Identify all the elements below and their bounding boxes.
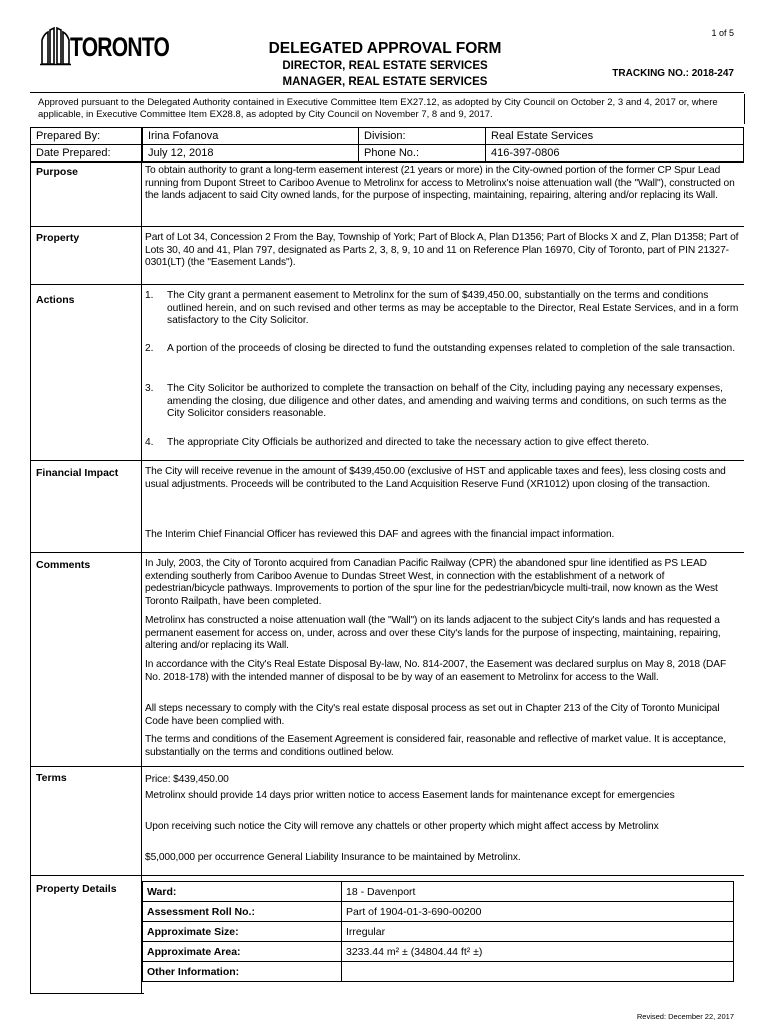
detail-key: Other Information:: [143, 962, 342, 982]
detail-value: 3233.44 m² ± (34804.44 ft² ±): [342, 942, 734, 962]
comments-label: Comments: [36, 559, 91, 571]
comments-paragraph: Metrolinx has constructed a noise attenuation wall (the "Wall") on its lands adjacent to the subject City's lands and has requested a permanent easement for access on, under, across and over these City's lands for the purpose of inspecting, maintaining, repairing, altering and/or replacing its Wall.: [145, 615, 721, 652]
detail-value: Part of 1904-01-3-690-00200: [342, 902, 734, 922]
terms-chattels: Upon receiving such notice the City will remove any chattels or other property which might affect access by Metrolinx: [145, 821, 659, 832]
action-number: 3.: [145, 383, 154, 394]
detail-key: Approximate Area:: [143, 942, 342, 962]
date-prepared-value: July 12, 2018: [143, 145, 359, 162]
detail-value: 18 - Davenport: [342, 882, 734, 902]
comments-paragraph: In accordance with the City's Real Estate Disposal By-law, No. 814-2007, the Easement was declared surplus on May 8, 2018 (DAF No. 2018-178) with the intended manner of disposal to be by way of an easement to Metrolinx for access to the Wall.: [145, 659, 727, 683]
purpose-rule: [30, 162, 744, 163]
terms-insurance: $5,000,000 per occurrence General Liability Insurance to be maintained by Metrolinx.: [145, 852, 521, 863]
detail-key: Assessment Roll No.:: [143, 902, 342, 922]
prepared-by-label: Prepared By:: [31, 128, 143, 145]
table-row: [143, 962, 734, 982]
top-rule: [30, 92, 744, 93]
division-value: Real Estate Services: [486, 128, 744, 145]
financial-review-text: The Interim Chief Financial Officer has reviewed this DAF and agrees with the financial impact information.: [145, 529, 615, 540]
action-number: 4.: [145, 437, 154, 448]
date-prepared-label: Date Prepared:: [31, 145, 143, 162]
financial-impact-label: Financial Impact: [36, 467, 119, 479]
logo-wordmark: TORONTO: [70, 32, 170, 62]
actions-label: Actions: [36, 294, 75, 306]
actions-rule: [30, 284, 744, 285]
authority-statement: Approved pursuant to the Delegated Authority contained in Executive Committee Item EX27.12, as adopted by City Council on October 2, 3 and 4, 2017 or, where applicable, in Executive Committee Item EX28.8, as adopted by City Council on November 7, 8 and 9, 2017.: [38, 97, 718, 120]
terms-rule: [30, 766, 744, 767]
financial-rule: [30, 460, 744, 461]
detail-key: Approximate Size:: [143, 922, 342, 942]
table-row: [143, 902, 734, 922]
detail-key: Ward:: [143, 882, 342, 902]
prepared-by-value: Irina Fofanova: [143, 128, 359, 145]
phone-value: 416-397-0806: [486, 145, 744, 162]
detail-value: [342, 962, 734, 982]
table-row: [143, 922, 734, 942]
comments-paragraph: In July, 2003, the City of Toronto acquired from Canadian Pacific Railway (CPR) the abandoned spur line identified as PS LEAD extending southerly from Cariboo Avenue to Dundas Street West, in connection with the establishment of a network of pedestrian/bicycle pathways. Improvements to portion of the spur line for the pedestrian/bicycle multi-trail, now known as the West Toronto Railpath, have been completed.: [145, 558, 718, 607]
phone-label: Phone No.:: [359, 145, 486, 162]
purpose-label: Purpose: [36, 166, 79, 178]
action-number: 1.: [145, 290, 154, 301]
financial-impact-text: The City will receive revenue in the amount of $439,450.00 (exclusive of HST and applicable taxes and fees), less closing costs and usual adjustments. Proceeds will be contributed to the Land Acquisition Reserve Fund (XR1012) upon closing of the transaction.: [145, 466, 726, 490]
action-text: A portion of the proceeds of closing be directed to fund the outstanding expenses related to completion of the sale transaction.: [167, 343, 736, 354]
purpose-text: To obtain authority to grant a long-term easement interest (21 years or more) in the City-owned portion of the former CP Spur Lead running from Dupont Street to Cariboo Avenue to Metrolinx for access to Metrolinx's noise attenuation wall (the "Wall"), constructed on the lands adjacent to said City owned lands, for the purpose of inspecting, maintaining, repairing, altering and/or replacing its Wall.: [145, 165, 735, 202]
comments-paragraph: The terms and conditions of the Easement Agreement is considered fair, reasonable and reflective of market value. It is acceptance, substantially on the terms and conditions outlined below.: [145, 734, 726, 758]
label-column-divider: [141, 127, 142, 993]
left-border: [30, 127, 31, 993]
comments-rule: [30, 552, 744, 553]
property-label: Property: [36, 232, 80, 244]
table-row: [143, 882, 734, 902]
terms-notice: Metrolinx should provide 14 days prior written notice to access Easement lands for maintenance except for emergencies: [145, 790, 675, 801]
detail-value: Irregular: [342, 922, 734, 942]
page-number: 1 of 5: [711, 28, 734, 38]
comments-paragraph: All steps necessary to comply with the City's real estate disposal process as set out in Chapter 213 of the City of Toronto Municipal Code have been complied with.: [145, 703, 720, 727]
terms-price: Price: $439,450.00: [145, 774, 229, 785]
terms-label: Terms: [36, 772, 67, 784]
action-text: The City Solicitor be authorized to complete the transaction on behalf of the City, including paying any necessary expenses, amending the closing, due diligence and other dates, and amending and waiving terms and conditions, on such terms as the City Solicitor considers reasonable.: [167, 383, 727, 420]
tracking-number: TRACKING NO.: 2018-247: [612, 68, 734, 79]
action-number: 2.: [145, 343, 154, 354]
table-row: [143, 942, 734, 962]
action-text: The City grant a permanent easement to Metrolinx for the sum of $439,450.00, substantially on the terms and conditions outlined herein, and on such revised and other terms as may be acceptable to the Director, Real Estate Services, and in a form satisfactory to the City Solicitor.: [167, 290, 739, 327]
form-subtitle-director: DIRECTOR, REAL ESTATE SERVICES: [282, 60, 488, 72]
details-rule: [30, 875, 744, 876]
form-subtitle-manager: MANAGER, REAL ESTATE SERVICES: [282, 76, 488, 88]
revised-date: Revised: December 22, 2017: [636, 1012, 734, 1021]
property-text: Part of Lot 34, Concession 2 From the Bay, Township of York; Part of Block A, Plan D1356; Part of Blocks X and Z, Plan D1358; Part of Lots 30, 40 and 41, Plan 797, designated as Parts 2, 3, 8, 9, 10 and 11 on Reference Plan 16970, City of Toronto, part of PIN 21327-0301(LT) (the "Easement Lands").: [145, 232, 739, 269]
property-details-table: [142, 881, 734, 982]
form-title: DELEGATED APPROVAL FORM: [268, 40, 502, 57]
action-text: The appropriate City Officials be authorized and directed to take the necessary action to give effect thereto.: [167, 437, 650, 448]
header-table: [30, 127, 744, 162]
property-rule: [30, 226, 744, 227]
bottom-rule: [30, 993, 144, 994]
property-details-label: Property Details: [36, 883, 117, 895]
division-label: Division:: [359, 128, 486, 145]
